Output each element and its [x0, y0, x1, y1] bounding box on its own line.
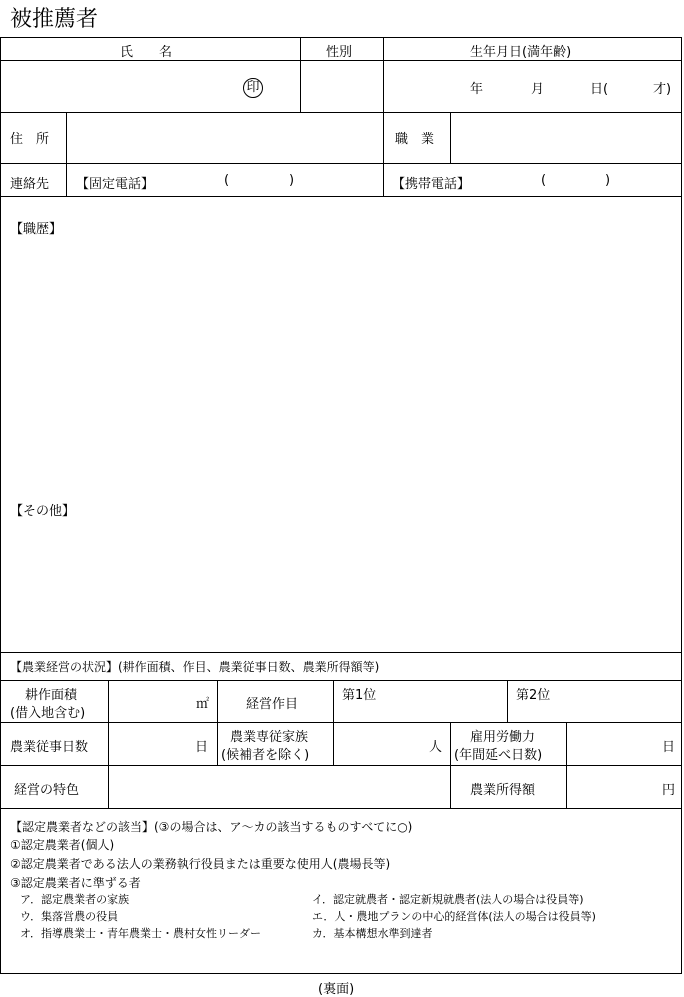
divider: [0, 60, 682, 61]
divider: [0, 163, 682, 164]
age-unit: 才): [653, 82, 672, 97]
hired-label-sub: (年間延べ日数): [454, 748, 543, 763]
certified-item-1: ①認定農業者(個人): [10, 838, 115, 852]
crop-rank-1: 第1位: [342, 688, 377, 703]
certified-sub-f: カ．基本構想水準到達者: [312, 927, 433, 940]
area-label-sub: (借入地含む): [10, 706, 86, 721]
divider: [300, 37, 301, 112]
mobile-phone-paren-open: (: [541, 173, 547, 188]
hired-label: 雇用労働力: [470, 730, 536, 745]
family-unit: 人: [429, 740, 443, 755]
area-unit: ㎡: [196, 697, 210, 712]
fixed-phone-label: 【固定電話】: [76, 177, 155, 192]
hired-unit: 日: [662, 740, 676, 755]
divider: [333, 680, 334, 765]
family-label-sub: (候補者を除く): [221, 748, 310, 763]
income-label: 農業所得額: [470, 783, 536, 798]
certified-item-2: ②認定農業者である法人の業務執行役員または重要な使用人(農場長等): [10, 857, 391, 871]
divider: [566, 722, 567, 808]
mobile-phone-label: 【携帯電話】: [392, 177, 471, 192]
certified-item-3: ③認定農業者に準ずる者: [10, 876, 141, 890]
divider: [0, 196, 682, 197]
certified-sub-d: エ．人・農地プランの中心的経営体(法人の場合は役員等): [312, 910, 596, 923]
income-unit: 円: [662, 783, 676, 798]
divider: [217, 680, 218, 765]
occupation-label: 職 業: [395, 132, 435, 147]
crop-label: 経営作目: [246, 697, 299, 712]
divider: [0, 765, 682, 766]
certified-sub-e: オ．指導農業士・青年農業士・農村女性リーダー: [20, 927, 262, 940]
area-label: 耕作面積: [25, 688, 78, 703]
seal-mark: 印: [243, 78, 263, 98]
birth-day-unit: 日(: [590, 82, 609, 97]
divider: [0, 680, 682, 681]
divider: [0, 722, 682, 723]
family-label: 農業専従家族: [230, 730, 309, 745]
birth-month-unit: 月: [531, 82, 545, 97]
page-title: 被推薦者: [10, 7, 99, 32]
divider: [66, 112, 67, 196]
divider: [450, 112, 451, 163]
divider: [0, 112, 682, 113]
divider: [450, 722, 451, 808]
certified-sub-a: ア．認定農業者の家族: [20, 893, 130, 906]
feature-label: 経営の特色: [14, 783, 80, 798]
name-header: 氏 名: [120, 45, 173, 60]
page-footer: (裏面): [318, 982, 355, 997]
divider: [0, 808, 682, 809]
birth-year-unit: 年: [470, 82, 484, 97]
contact-label: 連絡先: [10, 177, 50, 192]
birth-header: 生年月日(満年齢): [470, 45, 572, 60]
divider: [383, 37, 384, 196]
other-label: 【その他】: [10, 504, 76, 519]
gender-header: 性別: [326, 45, 353, 60]
certified-heading: 【認定農業者などの該当】(③の場合は、ア～カの該当するものすべてに○): [10, 820, 413, 834]
fixed-phone-paren-open: (: [224, 173, 230, 188]
days-label: 農業従事日数: [10, 740, 89, 755]
divider: [108, 680, 109, 808]
fixed-phone-paren-close: ): [289, 173, 295, 188]
farm-status-label: 【農業経営の状況】(耕作面積、作目、農業従事日数、農業所得額等): [10, 660, 380, 674]
crop-rank-2: 第2位: [516, 688, 551, 703]
certified-sub-c: ウ．集落営農の役員: [20, 910, 119, 923]
divider: [507, 680, 508, 722]
divider: [0, 652, 682, 653]
days-unit: 日: [195, 740, 209, 755]
address-label: 住 所: [10, 132, 50, 147]
career-label: 【職歴】: [10, 222, 63, 237]
certified-sub-b: イ．認定就農者・認定新規就農者(法人の場合は役員等): [312, 893, 584, 906]
mobile-phone-paren-close: ): [605, 173, 611, 188]
